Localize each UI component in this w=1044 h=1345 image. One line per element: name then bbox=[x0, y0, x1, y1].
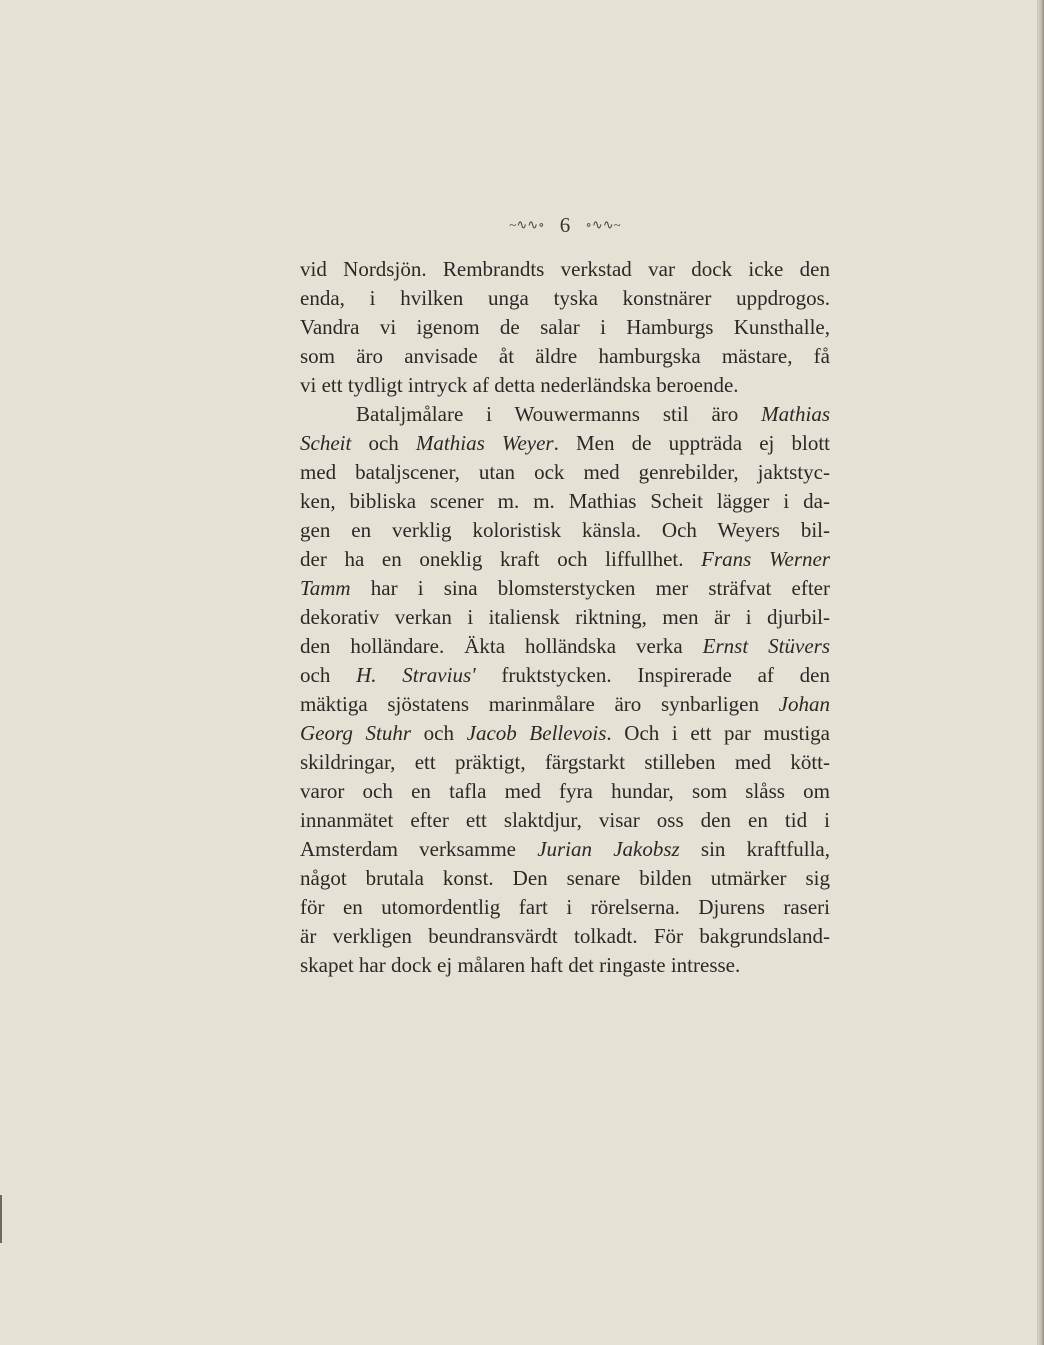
text-segment: med bataljscener, utan ock med genrebilder, jaktstyc- bbox=[300, 460, 830, 484]
italic-name: Mathias Weyer bbox=[415, 431, 554, 455]
text-line bbox=[300, 516, 830, 545]
ornament-right: ∘∿∿~ bbox=[585, 217, 621, 232]
text-segment: Vandra vi igenom de salar i Hamburgs Kunsthalle, bbox=[300, 315, 830, 339]
text-segment: ken, bibliska scener m. m. Mathias Scheit lägger i da- bbox=[300, 489, 830, 513]
text-line bbox=[300, 661, 830, 690]
text-line bbox=[300, 342, 830, 371]
body-text bbox=[300, 255, 830, 980]
page-header bbox=[300, 212, 830, 238]
text-segment: mäktiga sjöstatens marinmålare äro synbarligen bbox=[300, 692, 779, 716]
text-line bbox=[300, 864, 830, 893]
text-segment: der ha en oneklig kraft och liffullhet. bbox=[300, 547, 702, 571]
text-segment: gen en verklig koloristisk känsla. Och Weyers bil- bbox=[300, 518, 830, 542]
text-line bbox=[300, 545, 830, 574]
text-segment: har i sina blomsterstycken mer sträfvat efter bbox=[350, 576, 830, 600]
page-number: 6 bbox=[559, 213, 571, 237]
text-segment: för en utomordentlig fart i rörelserna. Djurens raseri bbox=[300, 895, 830, 919]
text-segment: sin kraftfulla, bbox=[679, 837, 830, 861]
text-segment: . Men de uppträda ej blott bbox=[553, 431, 830, 455]
page-edge bbox=[1038, 0, 1044, 1345]
italic-name: Tamm bbox=[300, 576, 351, 600]
text-line bbox=[300, 574, 830, 603]
italic-name: Jurian Jakobsz bbox=[537, 837, 680, 861]
text-segment: som äro anvisade åt äldre hamburgska mästare, få bbox=[300, 344, 830, 368]
text-segment: den holländare. Äkta holländska verka bbox=[300, 634, 703, 658]
text-line bbox=[300, 690, 830, 719]
text-segment: innanmätet efter ett slaktdjur, visar oss den en tid i bbox=[300, 808, 830, 832]
text-line bbox=[300, 255, 830, 284]
text-line bbox=[300, 777, 830, 806]
text-segment: fruktstycken. Inspirerade af den bbox=[475, 663, 830, 687]
italic-name: Scheit bbox=[300, 431, 352, 455]
text-segment: vid Nordsjön. Rembrandts verkstad var dock icke den bbox=[300, 257, 830, 281]
binding-mark bbox=[0, 1195, 2, 1243]
text-segment: dekorativ verkan i italiensk riktning, men är i djurbil- bbox=[300, 605, 830, 629]
italic-name: Georg Stuhr bbox=[300, 721, 412, 745]
text-segment: Amsterdam verksamme bbox=[300, 837, 538, 861]
text-line bbox=[300, 313, 830, 342]
text-line bbox=[300, 835, 830, 864]
text-segment: och bbox=[300, 663, 357, 687]
text-segment: och bbox=[411, 721, 467, 745]
text-line bbox=[300, 951, 830, 980]
text-segment: . Och i ett par mustiga bbox=[606, 721, 830, 745]
text-line bbox=[300, 748, 830, 777]
text-line bbox=[300, 487, 830, 516]
text-segment: är verkligen beundransvärdt tolkadt. För bakgrundsland- bbox=[300, 924, 830, 948]
text-line bbox=[300, 632, 830, 661]
italic-name: Mathias bbox=[761, 402, 830, 426]
text-line bbox=[300, 603, 830, 632]
text-line bbox=[300, 371, 830, 400]
italic-name: Frans Werner bbox=[701, 547, 830, 571]
text-line bbox=[300, 806, 830, 835]
text-line bbox=[300, 893, 830, 922]
ornament-left: ~∿∿∘ bbox=[509, 217, 545, 232]
text-segment: varor och en tafla med fyra hundar, som slåss om bbox=[300, 779, 830, 803]
text-segment: Bataljmålare i Wouwermanns stil äro bbox=[356, 402, 762, 426]
italic-name: H. Stravius' bbox=[356, 663, 476, 687]
text-segment: skapet har dock ej målaren haft det ringaste intresse. bbox=[300, 953, 741, 977]
text-line bbox=[300, 400, 830, 429]
text-line bbox=[300, 458, 830, 487]
text-line bbox=[300, 922, 830, 951]
text-line bbox=[300, 429, 830, 458]
text-segment: skildringar, ett präktigt, färgstarkt stilleben med kött- bbox=[300, 750, 830, 774]
text-segment: och bbox=[351, 431, 416, 455]
text-line bbox=[300, 719, 830, 748]
text-segment: enda, i hvilken unga tyska konstnärer uppdrogos. bbox=[300, 286, 830, 310]
text-line bbox=[300, 284, 830, 313]
text-segment: vi ett tydligt intryck af detta nederländska beroende. bbox=[300, 373, 739, 397]
text-segment: något brutala konst. Den senare bilden utmärker sig bbox=[300, 866, 830, 890]
italic-name: Johan bbox=[778, 692, 830, 716]
italic-name: Ernst Stüvers bbox=[702, 634, 831, 658]
italic-name: Jacob Bellevois bbox=[466, 721, 607, 745]
